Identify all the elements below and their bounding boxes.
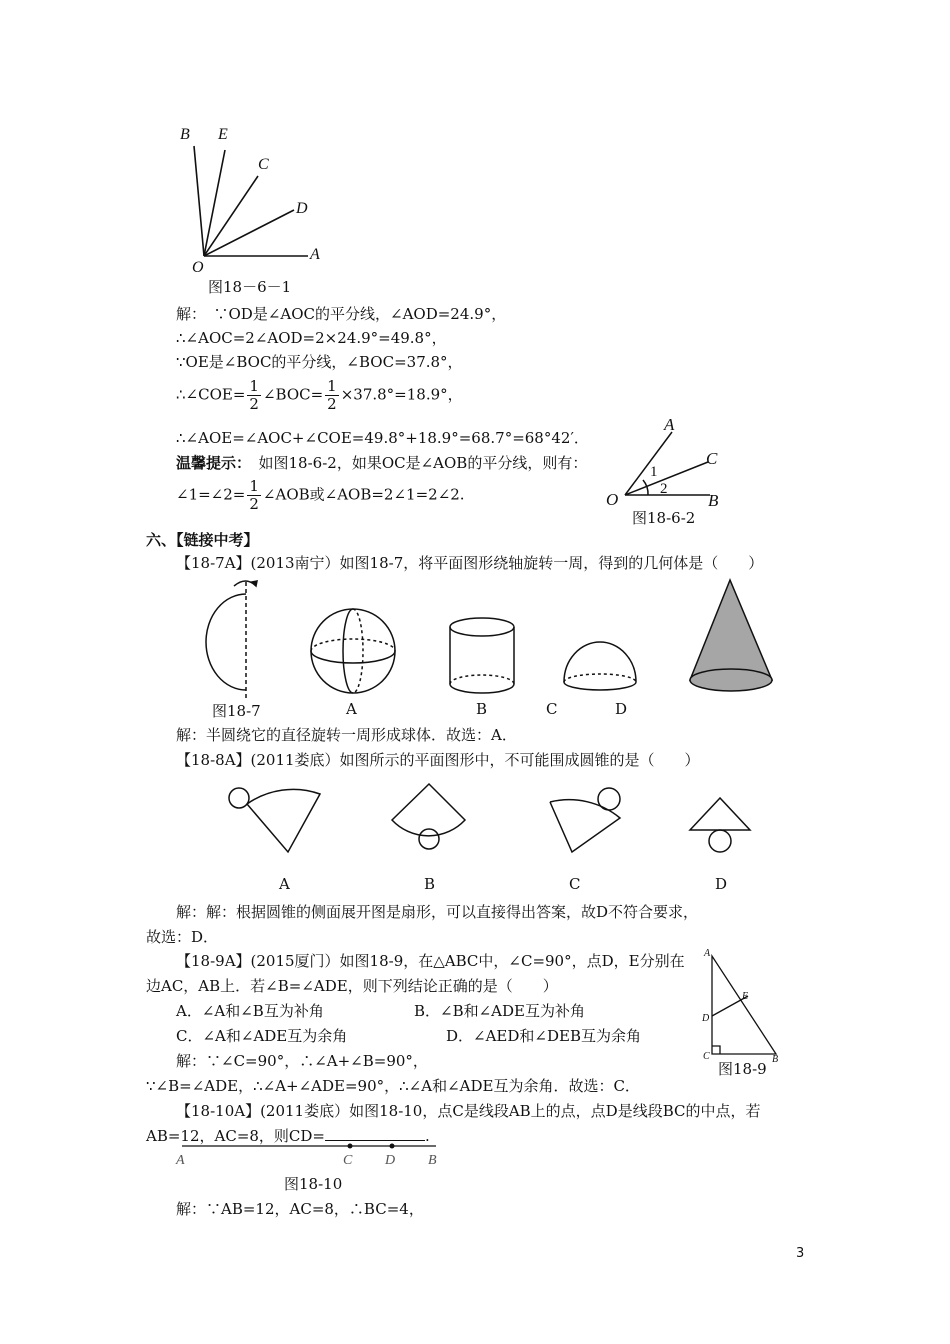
- figure-18-10: [170, 1138, 450, 1170]
- solution-line-3: ∵OE是∠BOC的平分线，∠BOC=37.8°，: [176, 353, 463, 371]
- figure-18-7-shapes: [190, 572, 790, 700]
- option-C-label: C: [546, 700, 558, 718]
- fraction-half: $\frac{1}{2}$: [249, 377, 259, 413]
- ray-OD: [204, 210, 294, 256]
- solution-18-7: 解：半圆绕它的直径旋转一周形成球体．故选：A．: [176, 726, 517, 744]
- shape-option-D: [690, 798, 750, 852]
- label-A: A: [176, 1153, 185, 1168]
- label-B: B: [708, 491, 719, 510]
- label-D: D: [296, 200, 308, 217]
- figure-18-6-1: [170, 120, 330, 280]
- shape-option-A: [229, 788, 320, 852]
- tip-line-1: 温馨提示： 如图18-6-2，如果OC是∠AOB的平分线，则有：: [176, 454, 588, 472]
- option-B-label: B: [424, 875, 436, 893]
- question-18-7: 【18-7A】(2013南宁）如图18-7，将平面图形绕轴旋转一周，得到的几何体是（ ）: [176, 554, 764, 572]
- option-A-label: A: [346, 700, 357, 718]
- cone-option-D: [690, 580, 772, 691]
- option-D-label: D: [715, 875, 728, 893]
- option-B-label: B: [476, 700, 488, 718]
- option-B: B．∠B和∠ADE互为补角: [414, 1002, 585, 1020]
- shape-option-C: [550, 788, 620, 852]
- label-B: B: [428, 1153, 437, 1168]
- label-A: A: [310, 246, 320, 263]
- question-18-9-line-1: 【18-9A】(2015厦门）如图18-9，在△ABC中，∠C=90°，点D，E分别在: [176, 952, 685, 970]
- solution-18-8-line-1: 解：解：根据圆锥的侧面展开图是扇形，可以直接得出答案，故D不符合要求，: [176, 903, 699, 921]
- option-C-label: C: [569, 875, 581, 893]
- option-A: A．∠A和∠B互为补角: [176, 1002, 324, 1020]
- option-D-label: D: [615, 700, 628, 718]
- label-D: D: [385, 1153, 396, 1168]
- figure-caption: 图18-6-2: [632, 509, 696, 527]
- option-A-label: A: [279, 875, 290, 893]
- figure-caption: 图18-9: [718, 1060, 767, 1078]
- fraction-half: $\frac{1}{2}$: [327, 377, 337, 413]
- angle-2-label: 2: [660, 481, 668, 497]
- angle-1-label: 1: [650, 464, 658, 480]
- solution-18-9-line-2: ∵∠B=∠ADE，∴∠A+∠ADE=90°，∴∠A和∠ADE互为余角．故选：C．: [146, 1077, 640, 1095]
- label-B: B: [180, 126, 190, 143]
- label-C: C: [343, 1153, 353, 1168]
- label-D: D: [702, 1013, 710, 1024]
- solution-18-10: 解：∵AB=12，AC=8，∴BC=4，: [176, 1200, 424, 1218]
- label-O: O: [192, 259, 204, 276]
- figure-18-9: [700, 946, 790, 1066]
- question-18-8: 【18-8A】(2011娄底）如图所示的平面图形中，不可能围成圆锥的是（ ）: [176, 751, 700, 769]
- label-C: C: [258, 156, 269, 173]
- section-heading: 六、【链接中考】: [146, 531, 259, 549]
- figure-caption: 图18－6－1: [208, 278, 292, 296]
- hemisphere-option-C: [564, 642, 636, 690]
- label-A: A: [664, 415, 675, 434]
- option-D: D．∠AED和∠DEB互为余角: [446, 1027, 641, 1045]
- solution-18-9-line-1: 解：∵∠C=90°，∴∠A+∠B=90°，: [176, 1052, 428, 1070]
- question-18-10-line-1: 【18-10A】(2011娄底）如图18-10，点C是线段AB上的点，点D是线段BC的中点，若: [176, 1102, 761, 1120]
- solution-line-5: ∴∠AOE=∠AOC+∠COE=49.8°+18.9°=68.7°=68°42′．: [176, 429, 589, 447]
- figure-18-8-shapes: [220, 780, 760, 860]
- solution-line-4: ∴∠COE= $\frac{1}{2}$ ∠BOC= $\frac{1}{2}$ ×37.8°=18.9°，: [176, 377, 463, 413]
- sphere-option-A: [311, 609, 395, 693]
- solution-line-2: ∴∠AOC=2∠AOD=2×24.9°=49.8°，: [176, 329, 447, 347]
- semicircle-with-axis: [206, 581, 257, 700]
- figure-caption: 图18-7: [212, 702, 261, 720]
- figure-caption: 图18-10: [284, 1175, 343, 1193]
- point-C: [348, 1144, 353, 1149]
- point-D: [390, 1144, 395, 1149]
- cylinder-option-B: [450, 618, 514, 693]
- label-O: O: [606, 490, 619, 509]
- tip-line-2: ∠1=∠2= $\frac{1}{2}$ ∠AOB或∠AOB=2∠1=2∠2.: [176, 477, 465, 513]
- solution-18-8-line-2: 故选：D．: [146, 928, 219, 946]
- question-18-9-line-2: 边AC，AB上．若∠B=∠ADE，则下列结论正确的是（ ）: [146, 977, 558, 995]
- question-18-10-line-2: AB=12，AC=8，则CD= .: [146, 1127, 430, 1145]
- page-number: 3: [796, 1246, 805, 1261]
- figure-18-6-2: [600, 412, 740, 512]
- label-C: C: [703, 1051, 710, 1062]
- solution-line-1: 解： ∵OD是∠AOC的平分线，∠AOD=24.9°，: [176, 305, 507, 323]
- label-B: B: [772, 1054, 779, 1065]
- option-C: C．∠A和∠ADE互为余角: [176, 1027, 348, 1045]
- label-C: C: [706, 449, 718, 468]
- label-E: E: [742, 991, 749, 1002]
- shape-option-B: [392, 784, 465, 849]
- label-E: E: [218, 126, 228, 143]
- label-A: A: [704, 948, 711, 959]
- ray-OB: [194, 146, 204, 256]
- fraction-half: $\frac{1}{2}$: [249, 477, 259, 513]
